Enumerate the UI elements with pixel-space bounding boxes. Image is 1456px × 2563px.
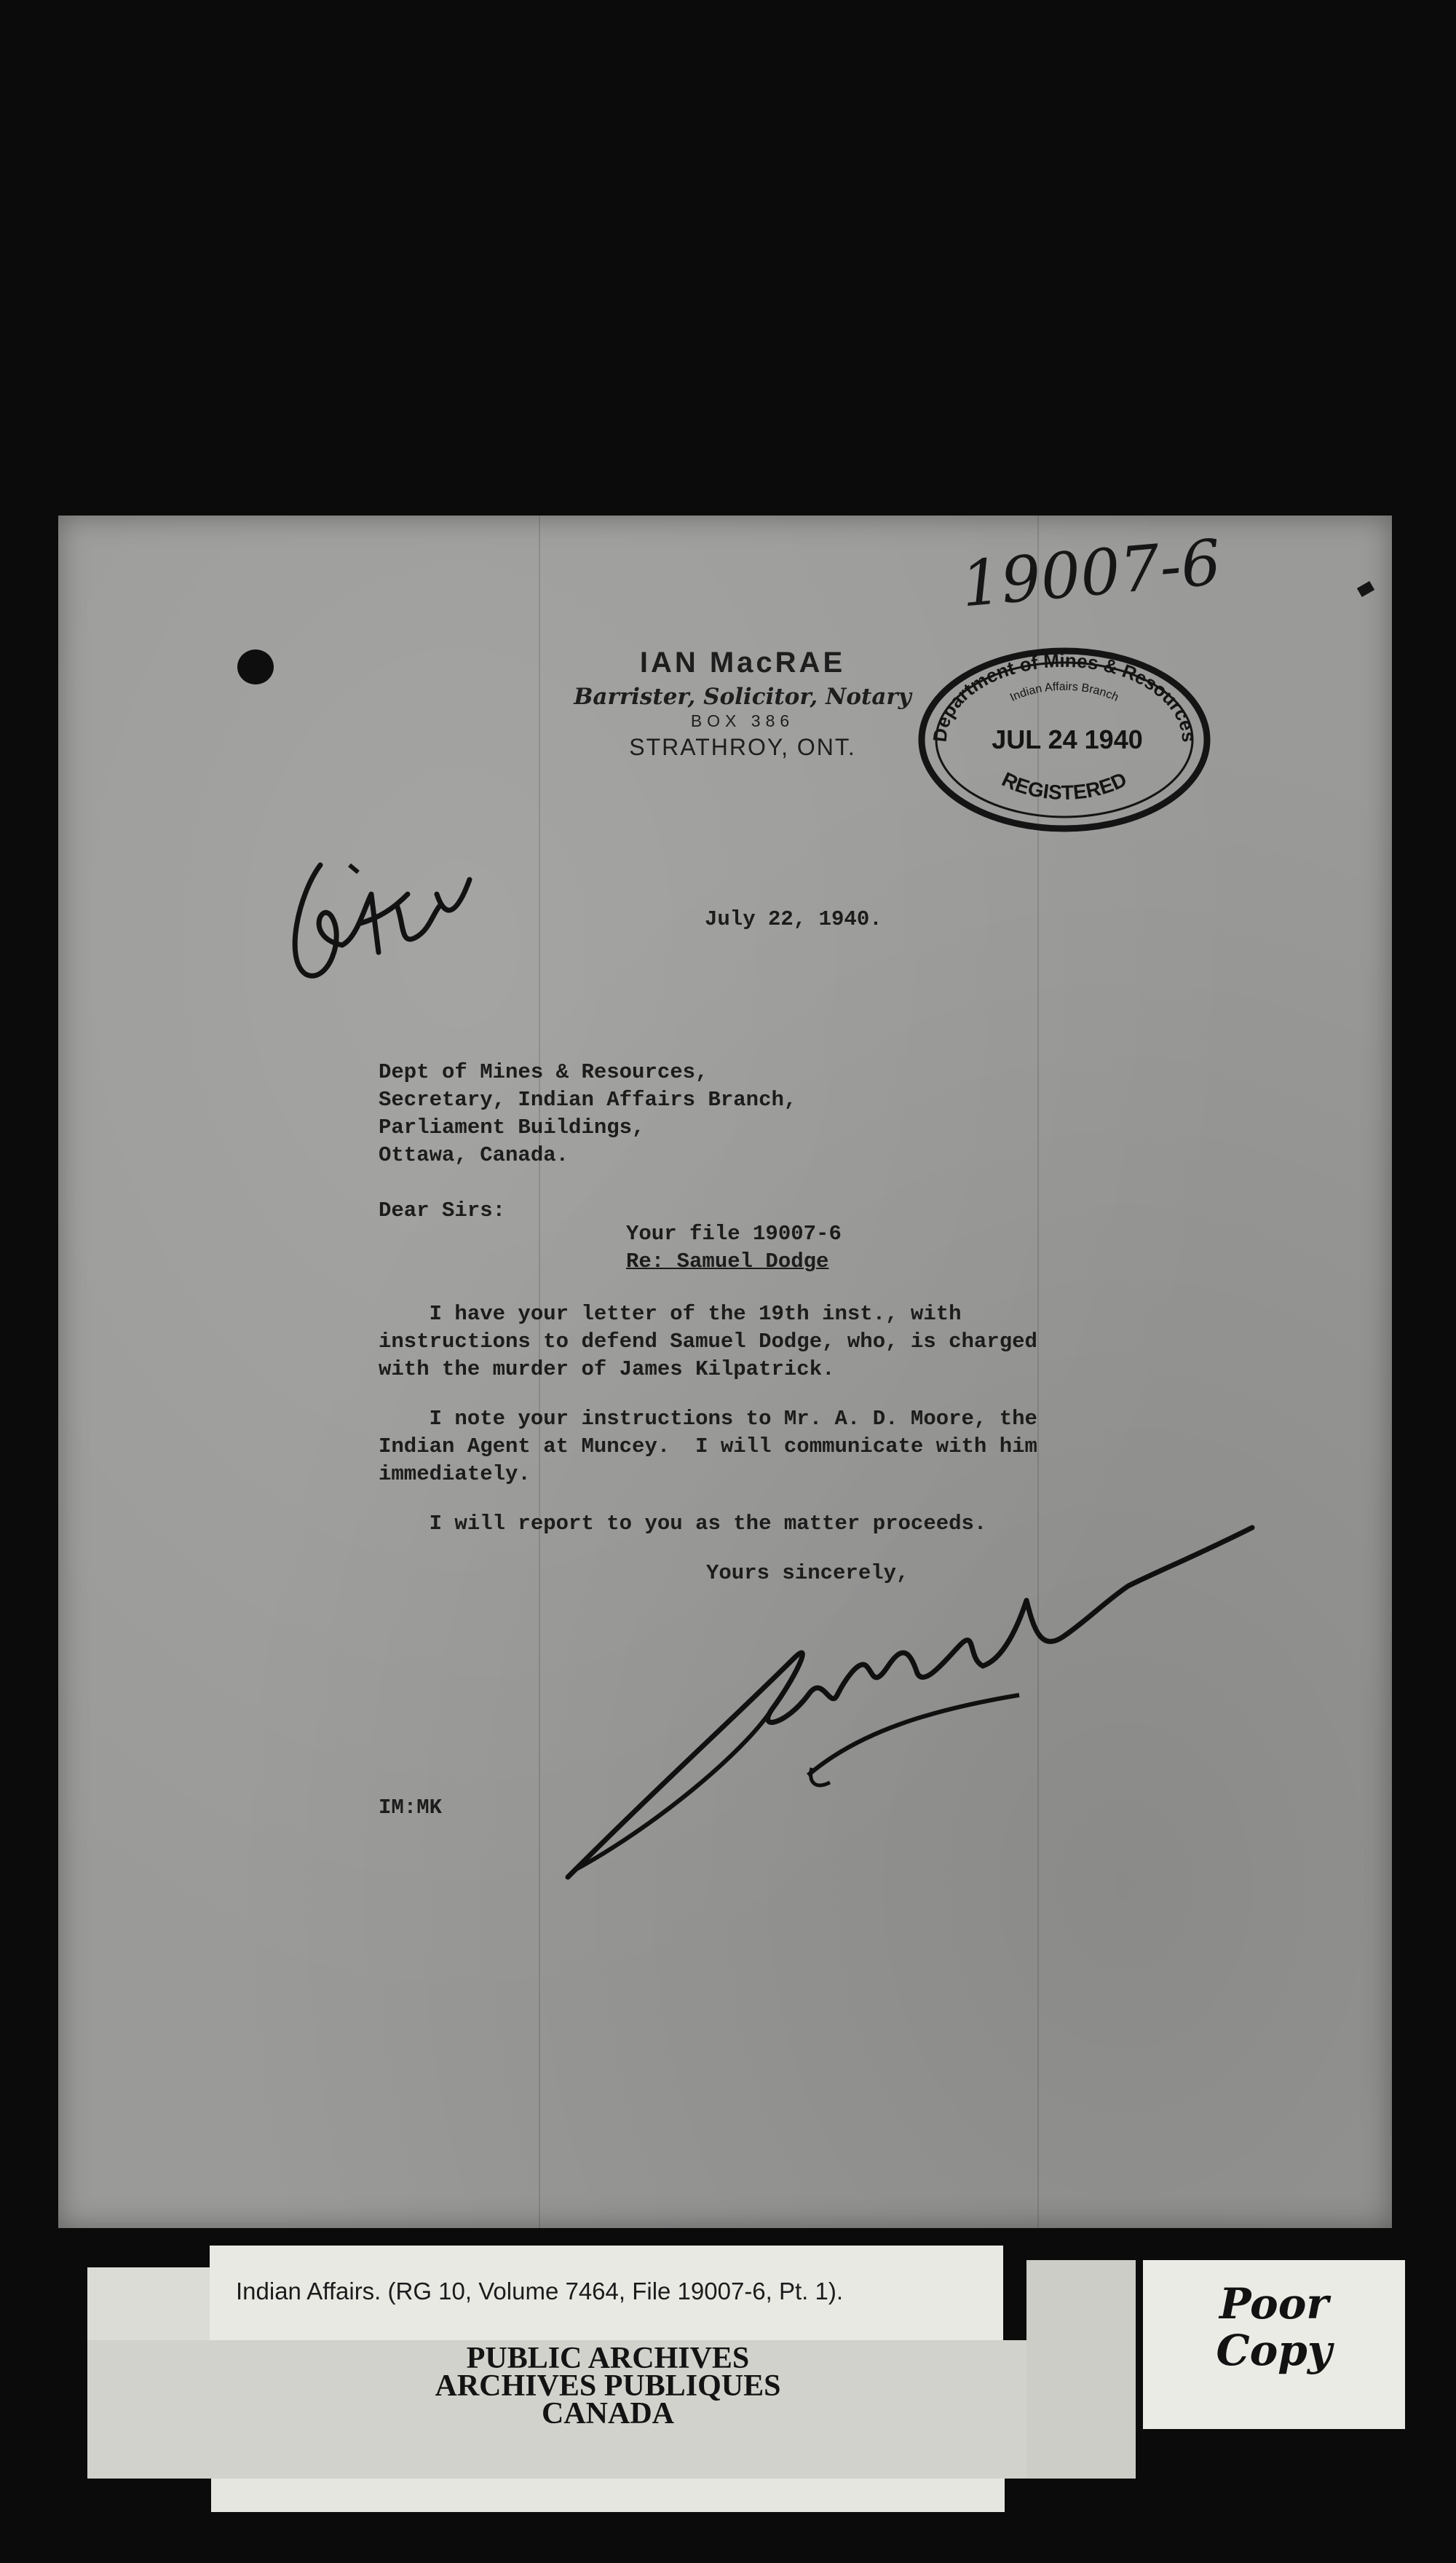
body-line: I note your instructions to Mr. A. D. Moore, the: [379, 1407, 1037, 1431]
body-line: Indian Agent at Muncey. I will communicate with him: [379, 1434, 1037, 1458]
archive-line-1: PUBLIC ARCHIVES: [466, 2342, 750, 2375]
letterhead-name: IAN MacRAE: [639, 647, 846, 679]
archive-labels: [87, 2246, 1412, 2515]
archive-stamp-label: [211, 2340, 1005, 2479]
corner-mark: [1357, 581, 1374, 597]
handwritten-initials: [277, 850, 480, 996]
recipient-line: Dept of Mines & Resources,: [379, 1060, 708, 1084]
signature: [553, 1491, 1281, 1899]
recipient-line: Ottawa, Canada.: [379, 1143, 569, 1167]
letter-date: July 22, 1940.: [705, 907, 882, 931]
stamp-arc-top: Department of Mines & Resources: [928, 649, 1200, 743]
letterhead-city: STRATHROY, ONT.: [629, 734, 856, 760]
poor-copy-line-1: Poor: [1219, 2279, 1329, 2329]
body-line: I have your letter of the 19th inst., with: [379, 1302, 962, 1326]
citation-text: Indian Affairs. (RG 10, Volume 7464, File 19007-6, Pt. 1).: [236, 2278, 844, 2305]
poor-copy-line-2: Copy: [1216, 2326, 1332, 2375]
letterhead-box: BOX 386: [690, 711, 795, 730]
archive-line-2: ARCHIVES PUBLIQUES: [435, 2369, 781, 2403]
punch-hole: [237, 649, 274, 684]
stamp-date: JUL 24 1940: [992, 724, 1143, 754]
reference-file: Your file 19007-6: [626, 1222, 842, 1246]
recipient-line: Parliament Buildings,: [379, 1115, 645, 1140]
body-line: I will report to you as the matter proceeds.: [379, 1512, 987, 1536]
closing: Yours sincerely,: [706, 1561, 909, 1585]
letterhead-title: Barrister, Solicitor, Notary: [574, 684, 911, 710]
citation-label: [210, 2246, 1003, 2340]
stamp-arc-inner: Indian Affairs Branch: [1008, 680, 1120, 705]
registered-stamp: [911, 639, 1217, 836]
body-line: immediately.: [379, 1462, 531, 1486]
handwritten-file-number: 19007-6: [958, 526, 1224, 622]
poor-copy-label: [1143, 2260, 1405, 2429]
letter-sheet: [58, 516, 1392, 2228]
stamp-arc-bottom: REGISTERED: [998, 767, 1131, 805]
archive-line-3: CANADA: [542, 2397, 674, 2430]
salutation: Dear Sirs:: [379, 1198, 506, 1223]
recipient-line: Secretary, Indian Affairs Branch,: [379, 1088, 797, 1112]
typist-initials: IM:MK: [379, 1796, 443, 1820]
reference-subject: Re: Samuel Dodge: [626, 1249, 829, 1273]
body-line: with the murder of James Kilpatrick.: [379, 1357, 835, 1381]
letterhead: [553, 647, 932, 761]
body-line: instructions to defend Samuel Dodge, who, is charged: [379, 1330, 1037, 1354]
